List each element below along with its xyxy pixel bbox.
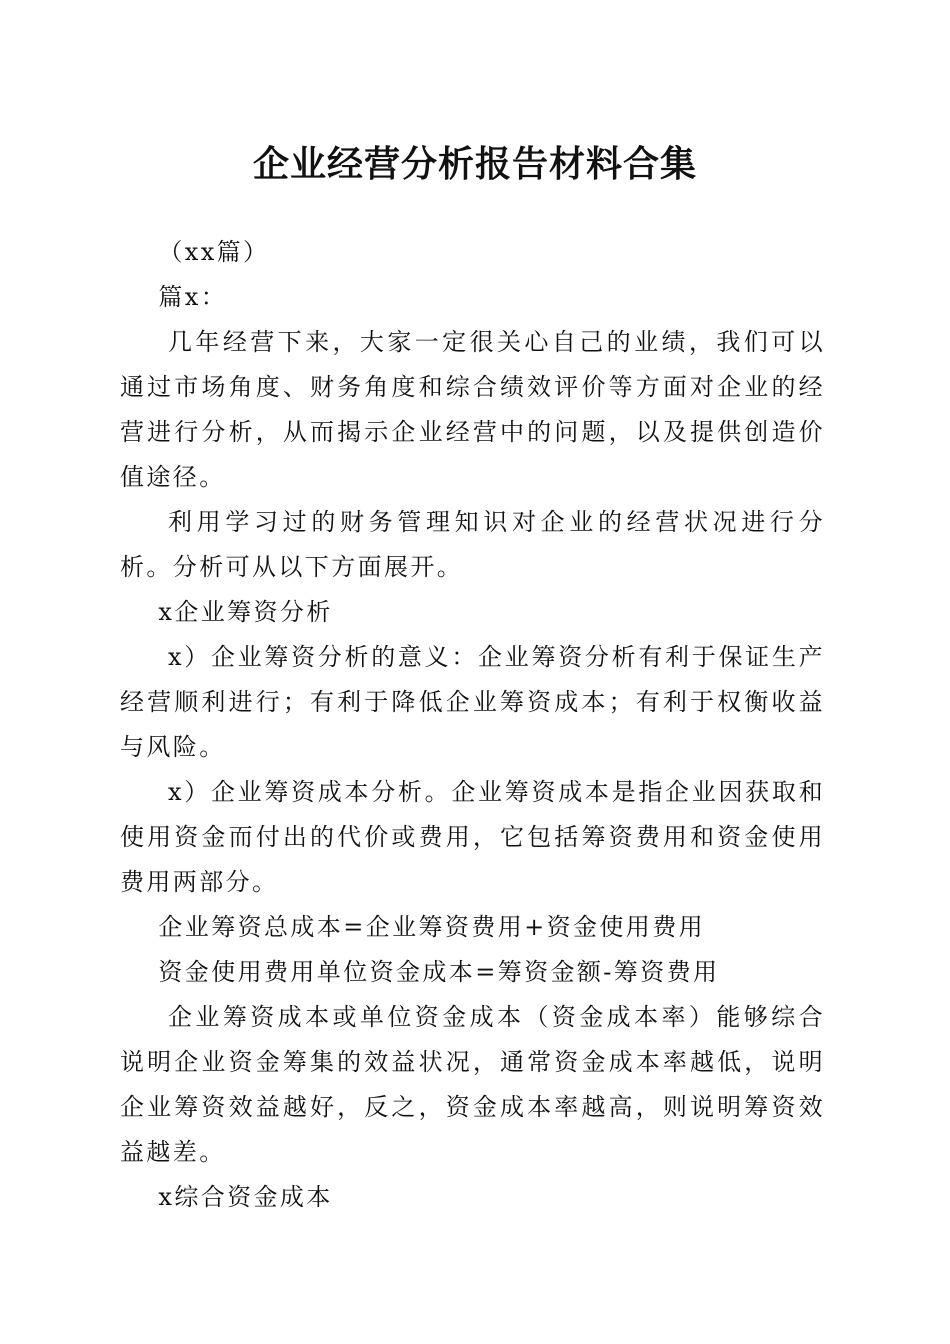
paragraph-section-label: 篇x：	[158, 283, 228, 311]
heading-combined-capital-cost: x综合资金成本	[158, 1183, 333, 1211]
paragraph-intro: 几年经营下来，大家一定很关心自己的业绩，我们可以通过市场角度、财务角度和综合绩效评价等方面对企业的经营进行分析，从而揭示企业经营中的问题，以及提供创造价值途径。	[120, 328, 825, 491]
formula-unit-cost: 资金使用费用单位资金成本=筹资金额-筹资费用	[158, 958, 720, 986]
paragraph-cost-efficiency: 企业筹资成本或单位资金成本（资金成本率）能够综合说明企业资金筹集的效益状况，通常资金成本率越低，说明企业筹资效益越好，反之，资金成本率越高，则说明筹资效益越差。	[120, 1003, 825, 1166]
paragraph-analysis-scope: 利用学习过的财务管理知识对企业的经营状况进行分析。分析可从以下方面展开。	[120, 508, 825, 581]
paragraph-financing-significance: x）企业筹资分析的意义：企业筹资分析有利于保证生产经营顺利进行；有利于降低企业筹资成本；有利于权衡收益与风险。	[120, 643, 825, 761]
formula-total-cost: 企业筹资总成本=企业筹资费用+资金使用费用	[158, 913, 706, 941]
paragraph-count-note: （xx篇）	[158, 238, 270, 266]
heading-financing-analysis: x企业筹资分析	[158, 598, 333, 626]
document-title: 企业经营分析报告材料合集	[252, 143, 697, 185]
paragraph-financing-cost: x）企业筹资成本分析。企业筹资成本是指企业因获取和使用资金而付出的代价或费用，它包括筹资费用和资金使用费用两部分。	[120, 778, 825, 896]
document-body	[120, 230, 825, 1220]
